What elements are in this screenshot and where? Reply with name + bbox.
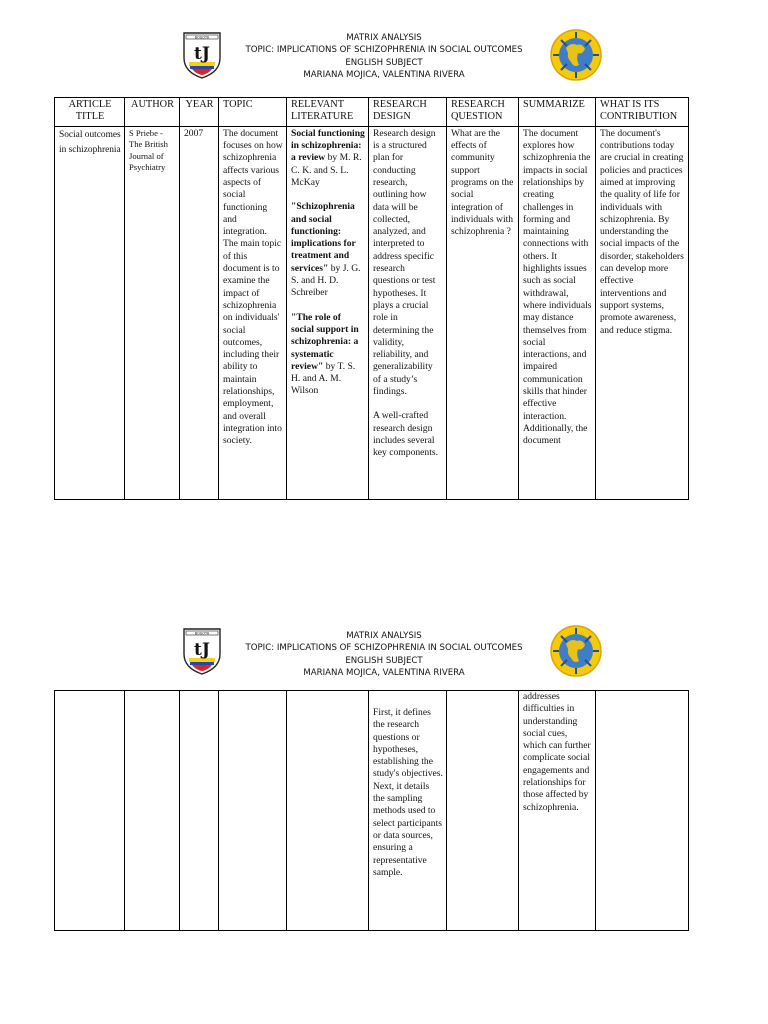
cell-topic [219, 691, 287, 931]
column-header-summarize: SUMMARIZE [519, 98, 596, 127]
cell-article-title: Social outcomes in schizophrenia [55, 126, 125, 499]
matrix-table-continued [54, 690, 689, 931]
school-logo-initials: tJ [194, 44, 210, 64]
cell-research-design [369, 691, 447, 931]
design-paragraph: First, it defines the research questions or hypotheses, establishing the study's objectives. Next, it details the sampling methods used to select participants or data sources, ensuring a representative sample. [373, 707, 443, 878]
cell-research-question [447, 691, 519, 931]
document-header [0, 630, 768, 680]
design-paragraph: A well-crafted research design includes several key components. [373, 410, 439, 459]
header-matrix-analysis: MATRIX ANALYSIS [346, 631, 422, 641]
cell-research-design [369, 126, 447, 499]
column-header-research-question: RESEARCH QUESTION [447, 98, 519, 127]
matrix-table [54, 97, 689, 500]
cell-year [180, 691, 219, 931]
cell-topic: The document focuses on how schizophrenia affects various aspects of social functioning and integration. The main topic of this document is to examine the impact of schizophrenia on individuals' social outcomes, including their ability to maintain relationships, employment, and overall integration into society. [219, 126, 287, 499]
school-logo-initials: tJ [194, 640, 210, 660]
table-header-row [55, 98, 689, 127]
column-header-contribution: WHAT IS ITS CONTRIBUTION [596, 98, 689, 127]
design-paragraph: Research design is a structured plan for conducting research, outlining how data will be collected, analyzed, and interpreted to address specific research questions or test hypotheses. It plays a crucial role in determining the validity, reliability, and generalizability of a study’s findings. [373, 127, 436, 398]
header-authors: MARIANA MOJICA, VALENTINA RIVERA [303, 70, 465, 81]
cell-relevant-literature [287, 126, 369, 499]
column-header-author: AUTHOR [125, 98, 180, 127]
literature-item: "Schizophrenia and social functioning: implications for treatment and services" by J. G. S. and H. D. Schreiber [291, 201, 361, 299]
column-header-year: YEAR [180, 98, 219, 127]
column-header-research-design: RESEARCH DESIGN [369, 98, 447, 127]
cell-summarize: addresses difficulties in understanding social cues, which can further complicate social engagements and relationships for those affected by schizophrenia. [519, 691, 596, 931]
globe-emblem-logo [549, 28, 603, 82]
column-header-topic: TOPIC [219, 98, 287, 127]
column-header-relevant-literature: RELEVANT LITERATURE [287, 98, 369, 127]
school-logo-text: BOGOTA [194, 631, 210, 636]
header-subject: ENGLISH SUBJECT [345, 57, 423, 68]
table-row [55, 126, 689, 499]
document-page-2 [0, 590, 768, 950]
cell-contribution: The document's contributions today are crucial in creating policies and practices aimed at improving the quality of life for individuals with schizophrenia. By understanding the social impacts of the disorder, stakeholders can develop more effective interventions and support systems, promote awareness, and reduce stigma. [596, 126, 689, 499]
header-authors: MARIANA MOJICA, VALENTINA RIVERA [303, 668, 465, 679]
header-matrix-analysis: MATRIX ANALYSIS [346, 33, 422, 43]
column-header-article-title: ARTICLE TITLE [55, 98, 125, 127]
globe-emblem-logo [549, 624, 603, 678]
cell-contribution [596, 691, 689, 931]
school-logo-text: BOGOTA [194, 35, 210, 40]
cell-relevant-literature [287, 691, 369, 931]
document-header [0, 32, 768, 82]
cell-summarize: The document explores how schizophrenia the impacts in social relationships by creating challenges in forming and maintaining connections with others. It highlights issues such as social withdrawal, where individuals may distance themselves from social interactions, and impaired communication skills that hinder effective interaction. Additionally, the document [519, 126, 596, 499]
literature-item: "The role of social support in schizophrenia: a systematic review" by T. S. H. and A. M. Wilson [291, 311, 359, 397]
header-topic: TOPIC: IMPLICATIONS OF SCHIZOPHRENIA IN SOCIAL OUTCOMES [245, 643, 523, 654]
cell-author [125, 691, 180, 931]
table-row [55, 691, 689, 931]
literature-item: Social functioning in schizophrenia: a review by M. R. C. K. and S. L. McKay [291, 127, 365, 188]
cell-article-title [55, 691, 125, 931]
cell-year: 2007 [180, 126, 219, 499]
cell-author: S Priebe - The British Journal of Psychiatry [125, 126, 180, 499]
cell-research-question: What are the effects of community support programs on the social integration of individuals with schizophrenia ? [447, 126, 519, 499]
header-subject: ENGLISH SUBJECT [345, 655, 423, 666]
header-topic: TOPIC: IMPLICATIONS OF SCHIZOPHRENIA IN SOCIAL OUTCOMES [245, 45, 523, 56]
